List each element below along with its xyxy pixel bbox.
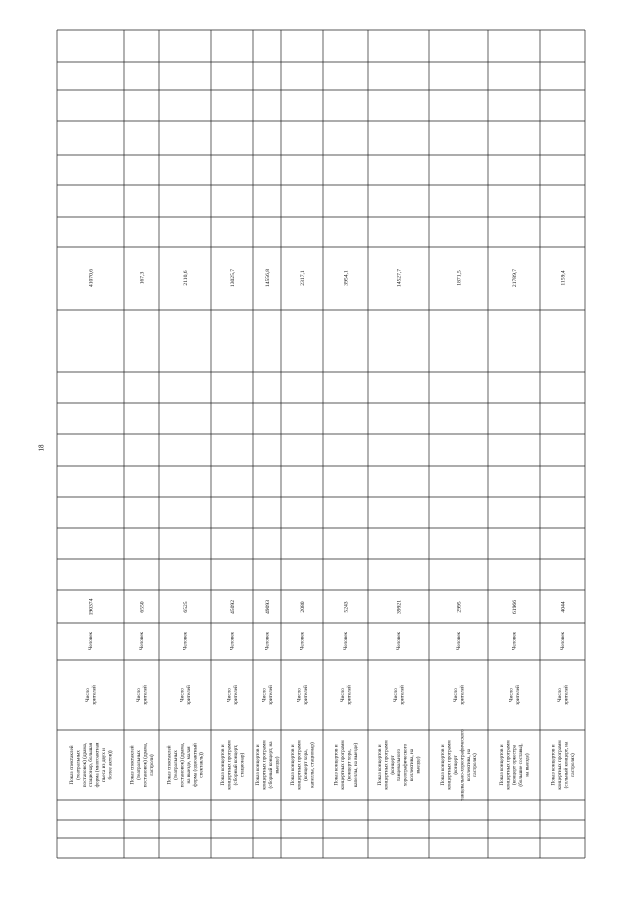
svg-text:Человек: Человек: [396, 631, 403, 651]
svg-text:(сборный концерт, на: (сборный концерт, на: [267, 741, 274, 789]
svg-text:зрителей: зрителей: [232, 685, 239, 705]
svg-text:пьеса из двух и: пьеса из двух и: [101, 748, 108, 782]
unit-label: [265, 631, 271, 650]
svg-text:Показ концертов и: Показ концертов и: [498, 744, 505, 786]
svg-text:Число: Число: [296, 688, 303, 702]
svg-text:зрителей: зрителей: [514, 685, 521, 705]
svg-text:спектакль)): спектакль)): [198, 752, 205, 778]
svg-text:зрителей: зрителей: [302, 685, 309, 705]
service-name: [68, 742, 113, 787]
viewer-count: [300, 601, 306, 612]
svg-text:хореографического: хореографического: [402, 743, 409, 787]
svg-text:Человек: Человек: [229, 631, 236, 651]
svg-text:коллектива, на: коллектива, на: [409, 748, 416, 782]
indicator-name: [85, 685, 97, 705]
cost-value: [230, 269, 236, 287]
svg-text:капеллы, стационар): капеллы, стационар): [309, 742, 316, 788]
svg-text:на выезде): на выезде): [524, 753, 531, 777]
viewer-count: [560, 601, 566, 612]
svg-text:(концерт: (концерт: [389, 755, 396, 775]
service-name: [129, 743, 155, 787]
page-number: 18: [37, 444, 46, 452]
svg-text:Человек: Человек: [511, 631, 518, 651]
svg-text:Показ концертов и: Показ концертов и: [255, 744, 262, 786]
svg-text:3954,1: 3954,1: [343, 270, 350, 286]
indicator-name: [453, 685, 465, 705]
service-name: [334, 740, 359, 790]
svg-text:Число: Число: [508, 688, 515, 702]
cost-value: [343, 270, 349, 286]
service-name: [166, 743, 205, 787]
service-name: [440, 729, 478, 801]
svg-text:Человек: Человек: [182, 631, 189, 651]
unit-label: [139, 631, 145, 650]
cost-value: [456, 270, 462, 286]
svg-text:Число: Число: [340, 688, 347, 702]
cost-value: [265, 269, 271, 287]
svg-text:Показ спектаклей: Показ спектаклей: [129, 745, 136, 785]
svg-text:Число: Число: [136, 688, 143, 702]
unit-label: [396, 631, 402, 650]
svg-text:зрителей: зрителей: [142, 685, 149, 705]
viewer-count: [343, 601, 349, 612]
svg-text:Число: Число: [261, 688, 268, 702]
svg-text:концертных программ: концертных программ: [261, 740, 268, 790]
viewer-count: [396, 600, 402, 614]
indicator-name: [262, 685, 274, 705]
svg-text:49093: 49093: [264, 600, 271, 614]
svg-text:концертных программ: концертных программ: [383, 740, 390, 790]
svg-text:(театральных: (театральных: [75, 750, 82, 780]
indicator-name: [227, 685, 239, 705]
svg-text:Число: Число: [557, 688, 564, 702]
viewer-count: [183, 601, 189, 612]
cost-value: [300, 270, 306, 286]
unit-label: [88, 631, 94, 650]
svg-text:45092: 45092: [229, 600, 236, 614]
unit-label: [300, 631, 306, 650]
svg-text:концертных программ: концертных программ: [340, 740, 347, 790]
svg-text:коллектива, на: коллектива, на: [465, 748, 472, 782]
svg-text:Показ концертов и: Показ концертов и: [550, 744, 557, 786]
svg-text:Число: Число: [393, 688, 400, 702]
svg-text:(театральных: (театральных: [173, 750, 180, 780]
svg-text:Показ концертов и: Показ концертов и: [333, 744, 340, 786]
svg-text:более актов)): более актов)): [107, 750, 114, 780]
svg-text:167,3: 167,3: [139, 271, 146, 285]
svg-text:концертных программ: концертных программ: [226, 740, 233, 790]
svg-text:Число: Число: [85, 688, 92, 702]
svg-text:зрителей: зрителей: [563, 685, 570, 705]
svg-text:Показ спектаклей: Показ спектаклей: [166, 745, 173, 785]
cost-value: [139, 272, 145, 285]
svg-text:190374: 190374: [88, 598, 95, 616]
cost-value: [560, 270, 566, 285]
svg-text:концертных программ: концертных программ: [557, 740, 564, 790]
svg-text:14527,7: 14527,7: [396, 268, 403, 288]
indicator-name: [180, 685, 192, 705]
svg-text:Человек: Человек: [343, 631, 350, 651]
svg-text:41070,6: 41070,6: [88, 268, 95, 288]
service-name: [290, 740, 315, 790]
unit-label: [456, 631, 462, 650]
svg-text:танцевального: танцевального: [396, 748, 403, 782]
svg-text:Человек: Человек: [456, 631, 463, 651]
service-name: [377, 740, 421, 790]
unit-label: [343, 631, 349, 650]
svg-text:зрителей: зрителей: [267, 685, 274, 705]
svg-text:5243: 5243: [343, 601, 350, 613]
svg-text:Число: Число: [226, 688, 233, 702]
svg-text:Число: Число: [453, 688, 460, 702]
svg-text:зрителей: зрителей: [91, 685, 98, 705]
svg-text:21789,7: 21789,7: [511, 268, 518, 288]
svg-text:(большие составы),: (большие составы),: [518, 743, 525, 787]
viewer-count: [265, 600, 271, 614]
svg-text:Человек: Человек: [560, 631, 567, 651]
svg-text:концертных программ: концертных программ: [505, 740, 512, 790]
svg-text:39921: 39921: [396, 600, 403, 614]
svg-text:14556,8: 14556,8: [264, 268, 271, 288]
svg-text:13025,7: 13025,7: [229, 268, 236, 288]
svg-text:зрителей: зрителей: [399, 685, 406, 705]
svg-text:(концерт хора,: (концерт хора,: [346, 749, 353, 781]
svg-text:4044: 4044: [560, 601, 567, 613]
service-name: [220, 740, 245, 790]
indicator-name: [136, 685, 148, 705]
svg-text:концертных программ: концертных программ: [296, 740, 303, 790]
svg-text:2317,1: 2317,1: [299, 270, 306, 286]
svg-text:концертных программ: концертных программ: [446, 740, 453, 790]
svg-text:Показ концертов и: Показ концертов и: [377, 744, 384, 786]
svg-text:зрителей: зрителей: [185, 685, 192, 705]
viewer-count: [456, 601, 462, 612]
svg-text:танцевально-хореографического: танцевально-хореографического: [459, 729, 466, 801]
svg-text:61966: 61966: [511, 600, 518, 614]
service-name: [255, 740, 280, 790]
svg-text:стационар, большая: стационар, большая: [88, 742, 95, 788]
svg-text:постановок) (драма,: постановок) (драма,: [142, 742, 149, 788]
cost-value: [396, 269, 402, 287]
svg-text:(сборный концерт,: (сборный концерт,: [232, 744, 239, 786]
svg-text:(театральных: (театральных: [136, 750, 143, 780]
svg-text:зрителей: зрителей: [346, 685, 353, 705]
svg-text:(концерт: (концерт: [453, 755, 460, 775]
unit-label: [560, 631, 566, 650]
svg-text:Человек: Человек: [299, 631, 306, 651]
svg-text:Показ концертов и: Показ концертов и: [290, 744, 297, 786]
cost-value: [88, 269, 94, 287]
svg-text:форма (одноактный: форма (одноактный: [192, 743, 199, 787]
service-name: [551, 740, 576, 790]
svg-text:Число: Число: [179, 688, 186, 702]
indicator-name: [509, 685, 521, 705]
svg-text:стационар): стационар): [239, 752, 246, 778]
svg-text:(концерт оркестра: (концерт оркестра: [511, 744, 518, 786]
unit-label: [230, 631, 236, 650]
svg-text:Человек: Человек: [88, 631, 95, 651]
svg-text:гастролях): гастролях): [472, 753, 479, 777]
svg-text:2995: 2995: [456, 601, 463, 613]
svg-text:(сольный концерт, на: (сольный концерт, на: [563, 741, 570, 789]
viewer-count: [139, 601, 145, 612]
indicator-name: [557, 685, 569, 705]
svg-text:Показ концертов и: Показ концертов и: [440, 744, 447, 786]
svg-text:капеллы, на выезде): капеллы, на выезде): [352, 742, 359, 788]
svg-text:1871,5: 1871,5: [456, 270, 463, 286]
svg-text:выезде): выезде): [274, 756, 281, 774]
viewer-count: [512, 600, 518, 614]
cost-value: [512, 269, 518, 287]
indicator-name: [340, 685, 352, 705]
viewer-count: [88, 598, 94, 615]
svg-text:Показ концертов и: Показ концертов и: [220, 744, 227, 786]
service-name: [499, 740, 531, 790]
svg-text:форма (многоактная: форма (многоактная: [94, 742, 101, 788]
svg-text:на выезде, малая: на выезде, малая: [185, 746, 192, 784]
viewer-count: [230, 600, 236, 614]
svg-text:выезде): выезде): [415, 756, 422, 774]
svg-text:Человек: Человек: [264, 631, 271, 651]
svg-text:1159,4: 1159,4: [560, 270, 567, 286]
svg-text:2080: 2080: [299, 601, 306, 613]
unit-label: [183, 631, 189, 650]
svg-text:6550: 6550: [139, 601, 146, 613]
svg-text:(концерт хора,: (концерт хора,: [302, 749, 309, 781]
svg-text:гастроли): гастроли): [148, 754, 155, 776]
svg-text:2110,6: 2110,6: [182, 270, 189, 286]
svg-text:Показ спектаклей: Показ спектаклей: [69, 745, 76, 785]
svg-text:зрителей: зрителей: [459, 685, 466, 705]
svg-text:Человек: Человек: [139, 631, 146, 651]
svg-text:постановок) (драма,: постановок) (драма,: [179, 742, 186, 788]
indicator-name: [393, 685, 405, 705]
cost-value: [183, 270, 189, 285]
svg-text:гастролях): гастролях): [569, 753, 576, 777]
indicator-name: [297, 685, 309, 705]
svg-text:6525: 6525: [182, 601, 189, 613]
svg-text:постановок) (драма,: постановок) (драма,: [81, 742, 88, 788]
unit-label: [512, 631, 518, 650]
